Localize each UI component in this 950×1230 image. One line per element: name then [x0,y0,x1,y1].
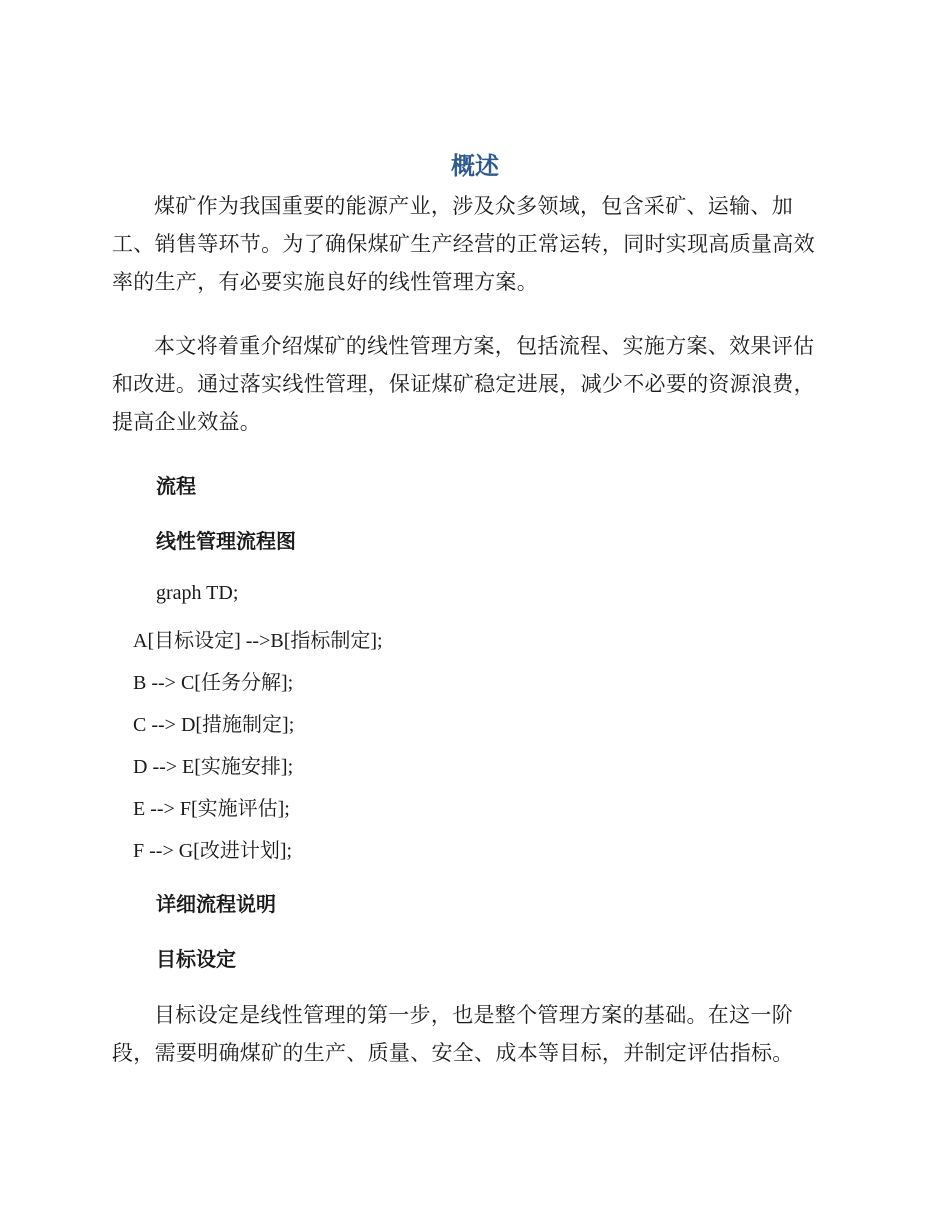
intro-paragraph-1: 煤矿作为我国重要的能源产业，涉及众多领域，包含采矿、运输、加工、销售等环节。为了确保煤矿生产经营的正常运转，同时实现高质量高效率的生产，有必要实施良好的线性管理方案。 [112,194,815,294]
section-heading-flowchart: 线性管理流程图 [156,529,296,553]
page-title: 概述 [451,152,499,180]
section-heading-process: 流程 [156,474,196,498]
code-line: E --> F[实施评估]; [133,798,290,820]
code-line: C --> D[措施制定]; [133,714,295,736]
intro-paragraph-2: 本文将着重介绍煤矿的线性管理方案，包括流程、实施方案、效果评估和改进。通过落实线性管理，保证煤矿稳定进展，减少不必要的资源浪费，提高企业效益。 [112,334,815,434]
code-line: B --> C[任务分解]; [133,672,294,694]
code-line: A[目标设定] -->B[指标制定]; [133,630,383,652]
code-line: F --> G[改进计划]; [133,840,293,862]
section-heading-detail: 详细流程说明 [156,892,276,916]
code-line: graph TD; [156,582,239,604]
goal-paragraph: 目标设定是线性管理的第一步，也是整个管理方案的基础。在这一阶段，需要明确煤矿的生产、质量、安全、成本等目标，并制定评估指标。 [112,1003,794,1065]
code-line: D --> E[实施安排]; [133,756,294,778]
section-heading-goal: 目标设定 [156,947,236,971]
